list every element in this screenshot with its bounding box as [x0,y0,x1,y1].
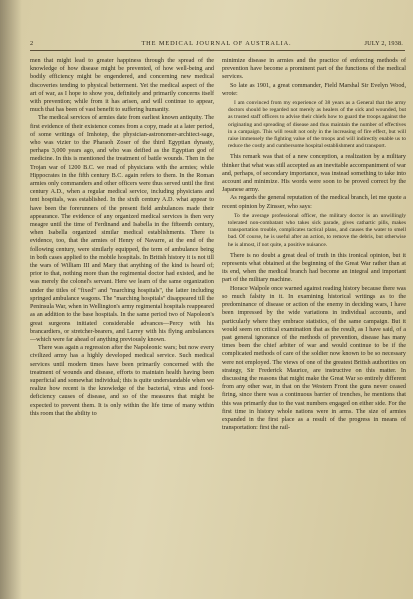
paragraph: The medical services of armies date from earliest known antiquity. The first evidence of their existence comes from a copy, made at a later period, of some writings of Imhotep, the physician-astronomer-architect-sage, who was vizier to the Pharaoh Zoser of the third Egyptian dynasty, perhaps 3,000 years ago, and who was deified as the Egyptian god of medicine. In this is mentioned the treatment of battle wounds. Then in the Trojan war of 1200 B.C. we read of physicians with the armies; while Hippocrates in the fifth century B.C. again refers to them. In the Roman armies only commanders and other officers were thus served until the first century A.D., when a regular medical service, including physicians and tent hospitals, was established. In the sixth century A.D. what appear to have been the forerunners of the present field ambulances made their appearance. The evidence of any organized medical services is then very meagre until the time of Ferdinand and Isabella in the fifteenth century, when Isabella organized similar medical establishments. There is evidence, too, that the armies of Henry of Navarre, at the end of the following century, were similarly equipped, the term of ambulance being in both cases applied to the mobile hospitals. In British history it is not till the wars of William III and Mary that anything of the kind is heard of; prior to that, nothing more than the regimental doctor had existed, and he was merely the colonel's servant. Here we learn of the same organization under the titles of "fixed" and "marching hospitals", the latter including springed ambulance wagons. The "marching hospitals" disappeared till the Peninsula War, when in Wellington's army regimental hospitals reappeared as an addition to the base hospitals. In the same period two of Napoleon's great surgeons initiated considerable advances—Percy with his brancardiers, or stretcher-bearers, and Larrey with his flying ambulances—which were far ahead of anything previously known. [30,115,214,343]
paragraph: There was again a regression after the Napoleonic wars; but now every civilized army has a highly developed medical service. Such medical services until modern times have been primarily concerned with the treatment of wounds and disease, efforts to maintain health having been superficial and somewhat individual; this is quite understandable when we realize how recent is the knowledge of the bacterial, virus and food-deficiency causes of disease, and so of the measures that might be expected to prevent them. It is only within the life time of many within this room that the ability to [30,345,214,417]
paragraph: Horace Walpole once warned against reading history because there was so much falsity in it. In examining historical writings as to the predominance of disease or action of the enemy in deciding wars, I have been impressed by the wide variations in individual accounts, and particularly where they embrace statistics, of the same campaign. But it would seem on critical examination that as the result, as I have said, of a past general ignorance of the methods of prevention, disease has many times been the chief arbiter of war and would continue to be if the complicated methods of care of the soldier now known to be so necessary were not employed. The views of one of the greatest British authorities on strategy, Sir Frederick Maurice, are instructive on this matter. In discussing the reasons that might make the Great War so entirely different from any other war, in that on the Western Front the guns never ceased firing, since there was a continuous barrier of trenches, he mentions that this was primarily due to the vast numbers engaged on either side. For the first time in history whole nations were in arms. The size of armies expanded in the first place as a result of the progress in means of transportation: first the rail- [222,285,406,432]
header-rule [30,50,405,51]
right-column [222,57,406,597]
paragraph: men that might lead to greater happiness through the spread of the knowledge of how disease might be prevented, of how well-being and bodily efficiency might be engendered, and concerning new medical discoveries tending to physical betterment. Yet the medical aspect of the art of war, as I hope to show you, definitely and primarily concerns itself with prevention; while from it has arisen, and will continue to appear, much that has been of vast benefit to suffering humanity. [30,58,214,114]
page-number: 2 [30,40,34,47]
left-column [30,57,214,597]
journal-title: THE MEDICAL JOURNAL OF AUSTRALIA. [141,40,292,47]
paragraph: As regards the general reputation of the medical branch, let me quote a recent opinion by Zinsser, who says: [222,195,406,210]
issue-date: JULY 2, 1938. [364,40,403,47]
paragraph: So late as 1901, a great commander, Field Marshal Sir Evelyn Wood, wrote: [222,82,406,97]
paragraph: There is no doubt a great deal of truth in this ironical opinion, but it represents what obtained at the beginning of the Great War rather than at its end, when the medical branch had become an integral and important part of the military machine. [222,252,406,284]
block-quote: I am convinced from my experience of 38 years as a General that the army doctors should be regarded not merely as healers of the sick and wounded, but as trusted staff officers to advise their chiefs how to guard the troops against the originating and spreading of disease and thus maintain the number of effectives in a campaign. This will result not only in the increasing of fire effect, but will raise immensely the fighting value of the troops and will indirectly enable us to reduce the costly and cumbersome hospital establishment and transport. [228,100,406,150]
paragraph: minimize disease in armies and the practice of enforcing methods of prevention have become a prominent part of the functions of the medical services. [222,58,406,81]
block-quote: To the average professional officer, the military doctor is an unwillingly tolerated non-combatant who takes sick parade, gives cathartic pills, makes transportation trouble, complicates tactical plans, and causes the water to smell bad. Of course, he is useful after an action, to remove the debris, but otherwise he is almost, if not quite, a positive nuisance. [228,212,406,248]
paragraph: This remark was that of a new conception, a realization by a military thinker that what was still accepted as an inevitable accompaniment of war and, perhaps, of secondary importance, was instead something to take into account and minimize. His words were soon to be proved correct by the Japanese army. [222,154,406,194]
